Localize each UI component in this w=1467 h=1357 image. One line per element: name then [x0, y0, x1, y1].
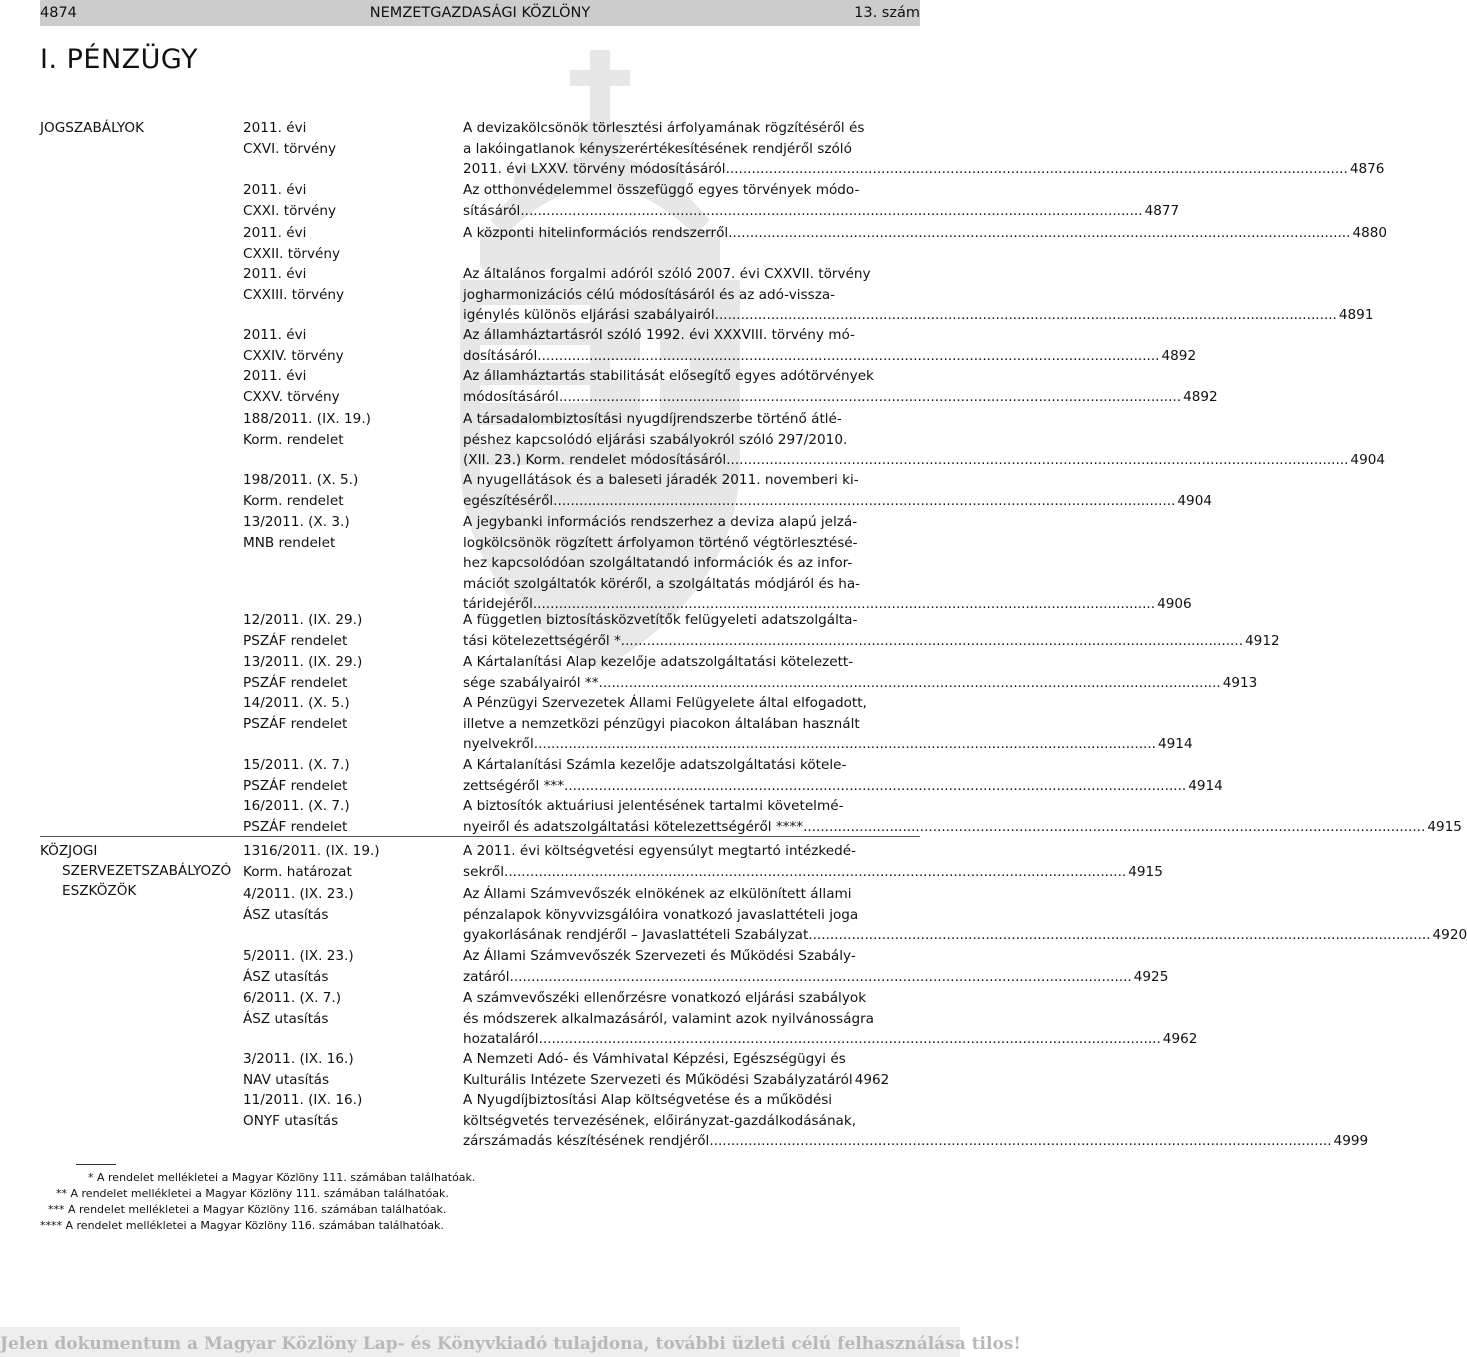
entry-title-text: (XII. 23.) Korm. rendelet módosításáról	[463, 452, 727, 468]
entry-title-line: Az államháztartás stabilitását elősegítő egyes adótörvények	[463, 368, 874, 384]
page-reference: 4914	[1158, 736, 1193, 752]
act-reference-line: CXVI. törvény	[243, 140, 337, 157]
entry-title-line	[463, 631, 1280, 652]
act-reference-line: 2011. évi	[243, 182, 307, 198]
act-reference-line: 1316/2011. (IX. 19.)	[243, 843, 380, 859]
act-reference-line: Korm. rendelet	[243, 492, 344, 509]
act-reference-line: Korm. határozat	[243, 863, 352, 880]
publication-title: NEMZETGAZDASÁGI KÖZLÖNY	[369, 5, 591, 21]
entry-title-line	[463, 925, 1467, 946]
entry-title-line: és módszerek alkalmazásáról, valamint azok nyilvánosságra	[463, 1010, 875, 1027]
entry-title-line	[463, 862, 1163, 883]
entry-title	[463, 1090, 1369, 1152]
entry-title-text: sége szabályairól **	[463, 674, 599, 691]
act-reference-line: 198/2011. (X. 5.)	[243, 472, 359, 488]
entry-title-text: egészítéséről	[463, 492, 554, 509]
group-label-jogszabalyok: JOGSZABÁLYOK	[40, 120, 145, 136]
entry-title-line: A biztosítók aktuáriusi jelentésének tartalmi követelmé-	[463, 798, 844, 814]
entry-title-line: A társadalombiztosítási nyugdíjrendszerbe történő átlé-	[463, 411, 842, 427]
entry-title	[463, 610, 1280, 651]
entry-title-line	[463, 673, 1258, 694]
entry-title	[463, 946, 1169, 987]
act-reference	[243, 946, 448, 987]
act-reference	[243, 118, 448, 159]
entry-title	[463, 512, 1192, 615]
leader-dots	[510, 967, 1132, 988]
entry-title-text: zárszámadás készítésének rendjéről	[463, 1133, 710, 1149]
act-reference	[243, 409, 448, 450]
leader-dots	[504, 862, 1126, 883]
act-reference	[243, 180, 448, 221]
entry-title-line	[463, 776, 1223, 797]
act-reference-line: 16/2011. (X. 7.)	[243, 798, 350, 814]
page-reference: 4876	[1349, 161, 1385, 177]
act-reference	[243, 325, 448, 366]
entry-title-line	[463, 346, 1197, 367]
entry-title	[463, 325, 1197, 366]
entry-title-text: nyeiről és adatszolgáltatási kötelezettségéről ****	[463, 818, 804, 835]
act-reference-line: 3/2011. (IX. 16.)	[243, 1051, 354, 1067]
act-reference	[243, 470, 448, 511]
page-reference: 4962	[1162, 1031, 1198, 1047]
entry-title-line	[463, 305, 1374, 326]
entry-title	[463, 118, 1385, 180]
act-reference-line: ONYF utasítás	[243, 1112, 339, 1129]
page-reference: 4920	[1432, 927, 1467, 943]
entry-title-line	[463, 1070, 890, 1091]
entry-title-line: A független biztosításközvetítők felügyeleti adatszolgálta-	[463, 612, 858, 628]
entry-title	[463, 264, 1374, 326]
entry-title	[463, 180, 1180, 221]
entry-title-line	[463, 734, 1193, 755]
entry-title-line: Az államháztartásról szóló 1992. évi XXXVIII. törvény mó-	[463, 327, 855, 343]
leader-dots	[599, 673, 1221, 694]
act-reference-line: 11/2011. (IX. 16.)	[243, 1092, 363, 1108]
act-reference-line: 5/2011. (IX. 23.)	[243, 948, 354, 964]
copyright-notice: Jelen dokumentum a Magyar Közlöny Lap- és Könyvkiadó tulajdona, további üzleti célú felhasználása tilos!	[0, 1334, 1021, 1354]
entry-title-text: A központi hitelinformációs rendszerről	[463, 225, 729, 241]
page-reference: 4913	[1222, 674, 1258, 691]
act-reference-line: 2011. évi	[243, 120, 307, 136]
entry-title	[463, 755, 1223, 796]
leader-dots	[564, 776, 1186, 797]
entry-title-line: pénzalapok könyvvizsgálóira vonatkozó javaslattételi joga	[463, 906, 859, 923]
act-reference-line: PSZÁF rendelet	[243, 777, 348, 794]
act-reference-line: PSZÁF rendelet	[243, 632, 348, 649]
entry-title-line: A devizakölcsönök törlesztési árfolyamának rögzítéséről és	[463, 120, 865, 136]
page-header	[40, 0, 920, 26]
act-reference	[243, 264, 448, 305]
act-reference-line: 4/2011. (IX. 23.)	[243, 886, 354, 902]
entry-title	[463, 409, 1386, 471]
act-reference	[243, 796, 448, 837]
leader-dots	[726, 450, 1348, 471]
act-reference-line: 15/2011. (X. 7.)	[243, 757, 350, 773]
act-reference	[243, 693, 448, 734]
entry-title	[463, 223, 1388, 244]
page-reference: 4904	[1350, 452, 1386, 468]
entry-title-text: 2011. évi LXXV. törvény módosításáról	[463, 161, 726, 177]
entry-title-line	[463, 450, 1386, 471]
entry-title-text: igénylés különös eljárási szabályairól	[463, 307, 715, 323]
entry-title-text: zatáról	[463, 968, 510, 985]
entry-title-line: A számvevőszéki ellenőrzésre vonatkozó eljárási szabályok	[463, 990, 867, 1006]
entry-title	[463, 693, 1193, 755]
entry-title-text: módosításáról	[463, 388, 559, 405]
act-reference-line: CXXIV. törvény	[243, 347, 344, 364]
page-reference: 4891	[1338, 307, 1374, 323]
entry-title-line: A Nemzeti Adó- és Vámhivatal Képzési, Egészségügyi és	[463, 1051, 846, 1067]
entry-title	[463, 470, 1213, 511]
entry-title	[463, 796, 1462, 837]
act-reference	[243, 841, 448, 882]
leader-dots	[537, 346, 1159, 367]
act-reference-line: ÁSZ utasítás	[243, 968, 329, 985]
footnotes	[40, 1170, 540, 1234]
entry-title-line: logkölcsönök rögzített árfolyamon történő végtörlesztésé-	[463, 534, 858, 551]
act-reference	[243, 652, 448, 693]
entry-title-line: Az otthonvédelemmel összefüggő egyes törvények módo-	[463, 182, 860, 198]
act-reference	[243, 988, 448, 1029]
entry-title-text: Kulturális Intézete Szervezeti és Működési Szabályzatáról	[463, 1071, 853, 1088]
section-title: I. PÉNZÜGY	[40, 44, 198, 75]
group-label-kozjogi: KÖZJOGI SZERVEZETSZABÁLYOZÓ ESZKÖZÖK	[40, 843, 232, 899]
act-reference-line: ÁSZ utasítás	[243, 1010, 329, 1027]
footnote: ** A rendelet mellékletei a Magyar Közlöny 111. számában találhatóak.	[56, 1187, 449, 1200]
entry-title-line	[463, 491, 1213, 512]
page-reference: 4877	[1144, 202, 1180, 219]
entry-title-line: A Kártalanítási Számla kezelője adatszolgáltatási kötele-	[463, 757, 847, 773]
entry-title-text: tási kötelezettségéről *	[463, 632, 621, 649]
page-reference: 4906	[1157, 596, 1192, 612]
act-reference	[243, 223, 448, 264]
entry-title-line	[463, 1131, 1369, 1152]
leader-dots	[808, 925, 1430, 946]
act-reference-line: PSZÁF rendelet	[243, 818, 348, 835]
act-reference	[243, 366, 448, 407]
page-reference: 4962	[854, 1071, 890, 1088]
entry-title-line: A nyugellátások és a baleseti járadék 2011. novemberi ki-	[463, 472, 859, 488]
entry-title-line: hez kapcsolódóan szolgáltatandó információk és az infor-	[463, 555, 853, 571]
page-reference: 4914	[1188, 777, 1223, 794]
entry-title-text: nyelvekről	[463, 736, 534, 752]
act-reference	[243, 1049, 448, 1090]
entry-title-line: Az Állami Számvevőszék Szervezeti és Működési Szabály-	[463, 948, 856, 964]
entry-title-line: A Kártalanítási Alap kezelője adatszolgáltatási kötelezett-	[463, 654, 854, 670]
act-reference	[243, 1090, 448, 1131]
entry-title	[463, 1049, 890, 1090]
page-number: 4874	[40, 5, 77, 21]
entry-title	[463, 988, 1198, 1050]
issue-number: 13. szám	[854, 5, 920, 21]
entry-title-line	[463, 967, 1169, 988]
entry-title-line	[463, 387, 1218, 408]
leader-dots	[715, 305, 1337, 326]
entry-title-line: Az általános forgalmi adóról szóló 2007. évi CXXVII. törvény	[463, 266, 871, 282]
leader-dots	[709, 1131, 1331, 1152]
entry-title-line	[463, 159, 1385, 180]
page-reference: 4915	[1427, 818, 1462, 835]
entry-title-line: jogharmonizációs célú módosításáról és az adó-vissza-	[463, 286, 836, 303]
act-reference-line: NAV utasítás	[243, 1071, 330, 1088]
act-reference-line: PSZÁF rendelet	[243, 674, 348, 691]
act-reference-line: PSZÁF rendelet	[243, 715, 348, 732]
act-reference	[243, 512, 448, 553]
leader-dots	[726, 159, 1348, 180]
act-reference-line: 12/2011. (IX. 29.)	[243, 612, 363, 628]
page-reference: 4999	[1333, 1133, 1369, 1149]
page-reference: 4892	[1161, 347, 1197, 364]
entry-title-text: sekről	[463, 863, 505, 880]
leader-dots	[728, 223, 1350, 244]
page-reference: 4892	[1183, 388, 1218, 405]
act-reference-line: 2011. évi	[243, 225, 307, 241]
leader-dots	[559, 387, 1181, 408]
entry-title-text: zettségéről ***	[463, 777, 564, 794]
act-reference-line: CXXII. törvény	[243, 245, 341, 262]
page-reference: 4912	[1245, 632, 1280, 649]
act-reference-line: MNB rendelet	[243, 534, 336, 551]
entry-title-line: A Pénzügyi Szervezetek Állami Felügyelete által elfogadott,	[463, 695, 867, 711]
act-reference	[243, 884, 448, 925]
entry-title-line	[463, 223, 1388, 244]
page-reference: 4904	[1177, 492, 1213, 509]
entry-title	[463, 841, 1163, 882]
entry-title-line: A Nyugdíjbiztosítási Alap költségvetése és a működési	[463, 1092, 833, 1108]
entry-title-text: sításáról	[463, 202, 521, 219]
act-reference-line: 13/2011. (IX. 29.)	[243, 654, 363, 670]
act-reference-line: 2011. évi	[243, 368, 307, 384]
entry-title-line	[463, 817, 1462, 838]
act-reference-line: 14/2011. (X. 5.)	[243, 695, 350, 711]
act-reference-line: 188/2011. (IX. 19.)	[243, 411, 371, 427]
act-reference-line: CXXIII. törvény	[243, 286, 345, 303]
entry-title	[463, 366, 1218, 407]
footnote: * A rendelet mellékletei a Magyar Közlöny 111. számában találhatóak.	[88, 1171, 476, 1184]
entry-title-line	[463, 1029, 1198, 1050]
footnote: *** A rendelet mellékletei a Magyar Közlöny 116. számában találhatóak.	[48, 1203, 447, 1216]
leader-dots	[534, 734, 1156, 755]
entry-title-text: táridejéről	[463, 596, 533, 612]
entry-title-line: péshez kapcsolódó eljárási szabályokról szóló 297/2010.	[463, 431, 848, 448]
page-reference: 4880	[1352, 225, 1388, 241]
entry-title-text: hozataláról	[463, 1031, 539, 1047]
leader-dots	[621, 631, 1243, 652]
act-reference-line: 2011. évi	[243, 266, 307, 282]
leader-dots	[539, 1029, 1161, 1050]
entry-title	[463, 652, 1258, 693]
footnote: **** A rendelet mellékletei a Magyar Közlöny 116. számában találhatóak.	[40, 1219, 444, 1232]
act-reference-line: CXXV. törvény	[243, 388, 340, 405]
act-reference-line: CXXI. törvény	[243, 202, 337, 219]
entry-title-line: a lakóingatlanok kényszerértékesítésének rendjéről szóló	[463, 140, 852, 157]
entry-title-line: A jegybanki információs rendszerhez a deviza alapú jelzá-	[463, 514, 858, 530]
act-reference-line: 6/2011. (X. 7.)	[243, 990, 341, 1006]
leader-dots	[520, 201, 1142, 222]
act-reference-line: Korm. rendelet	[243, 431, 344, 448]
entry-title-text: dosításáról	[463, 347, 538, 364]
leader-dots	[553, 491, 1175, 512]
entry-title-line: A 2011. évi költségvetési egyensúlyt megtartó intézkedé-	[463, 843, 857, 859]
entry-title-line	[463, 201, 1180, 222]
act-reference	[243, 610, 448, 651]
entry-title-line: mációt szolgáltatók köréről, a szolgáltatás módjáról és ha-	[463, 575, 861, 592]
page-reference: 4915	[1128, 863, 1163, 880]
entry-title-line: Az Állami Számvevőszék elnökének az elkülönített állami	[463, 886, 852, 902]
act-reference-line: ÁSZ utasítás	[243, 906, 329, 923]
act-reference-line: 2011. évi	[243, 327, 307, 343]
entry-title	[463, 884, 1467, 946]
entry-title-line: illetve a nemzetközi pénzügyi piacokon általában használt	[463, 715, 860, 732]
act-reference-line: 13/2011. (X. 3.)	[243, 514, 350, 530]
page-reference: 4925	[1133, 968, 1169, 985]
footnote-rule	[76, 1164, 116, 1165]
act-reference	[243, 755, 448, 796]
leader-dots	[803, 817, 1425, 838]
entry-title-line: költségvetés tervezésének, előirányzat-gazdálkodásának,	[463, 1112, 857, 1129]
entry-title-text: gyakorlásának rendjéről – Javaslattételi Szabályzat	[463, 927, 809, 943]
